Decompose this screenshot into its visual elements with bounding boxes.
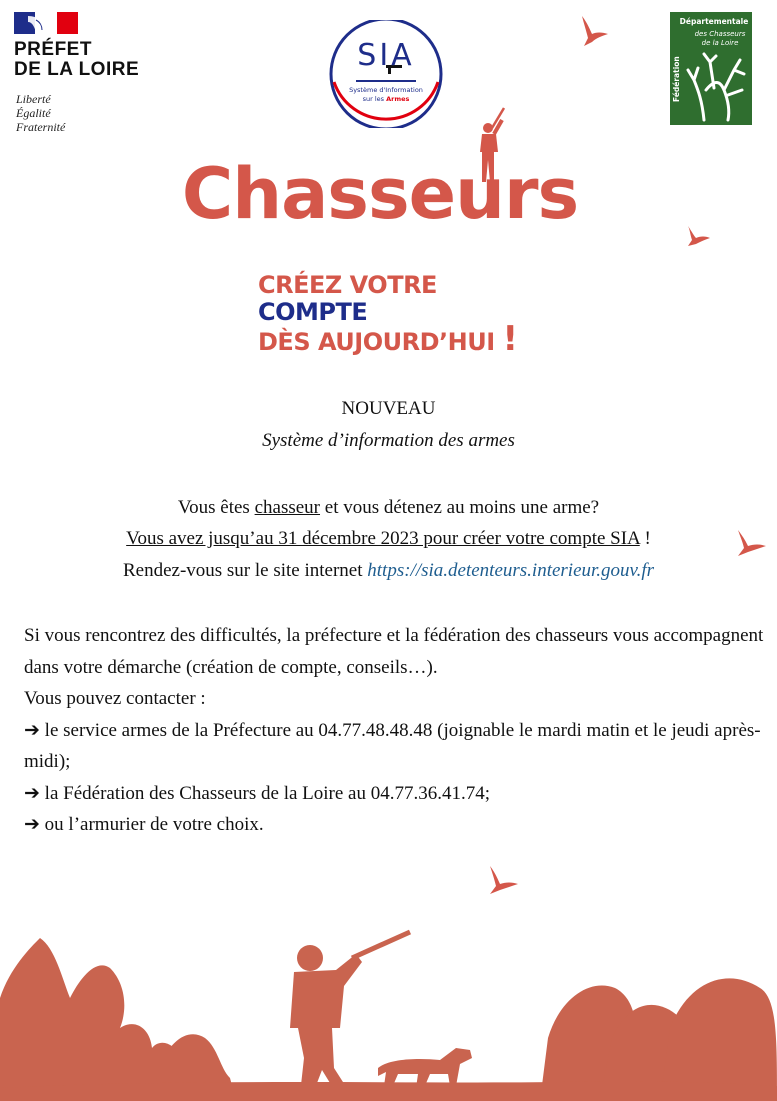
sia-website-link[interactable]: https://sia.detenteurs.interieur.gouv.fr <box>367 560 655 581</box>
federation-logo <box>670 12 752 125</box>
bird-icon <box>578 14 610 48</box>
notice-deadline-text: Vous avez jusqu’au 31 décembre 2023 pour créer votre compte SIA <box>126 528 640 549</box>
headline-title: Chasseurs <box>181 153 579 235</box>
sia-caption-prefix: sur les <box>362 95 387 103</box>
cta-line3 <box>258 319 578 359</box>
notice-question-word: chasseur <box>254 497 321 518</box>
sia-circle-icon <box>326 20 446 128</box>
intro-subtitle: Système d’information des armes <box>262 430 515 451</box>
republic-motto <box>16 92 136 134</box>
sia-logo <box>326 20 446 128</box>
notice-deadline-suffix: ! <box>639 528 651 549</box>
hunting-landscape-illustration <box>0 878 777 1101</box>
nouveau-label: NOUVEAU <box>341 398 436 419</box>
cta-line1: CRÉEZ VOTRE <box>258 271 437 299</box>
help-contact-intro: Vous pouvez contacter : <box>24 688 206 709</box>
sia-caption-line2 <box>326 95 446 103</box>
deer-emblem-icon <box>684 50 748 122</box>
motto-egalite: Égalité <box>16 106 51 120</box>
bird-icon <box>684 224 712 248</box>
help-paragraph: Si vous rencontrez des difficultés, la préfecture et la fédération des chasseurs vous accompagnent dans votre démarche (création de compte, conseils…). <box>24 625 764 678</box>
sia-caption-line1: Système d'Information <box>349 86 423 94</box>
federation-line3: de la Loire <box>701 39 739 47</box>
federation-vertical: Fédération <box>672 56 681 102</box>
sia-acronym: SIA <box>357 38 415 73</box>
sia-caption-emph: Armes <box>386 95 410 103</box>
notice-deadline <box>0 528 777 550</box>
notice-site-prefix: Rendez-vous sur le site internet <box>122 560 368 581</box>
cta-block <box>258 271 578 359</box>
notice-question-suffix: et vous détenez au moins une arme? <box>320 497 600 518</box>
motto-liberte: Liberté <box>16 92 51 106</box>
cta-line2: COMPTE <box>258 298 368 326</box>
federation-line1: Départementale <box>679 17 749 26</box>
motto-fraternite: Fraternité <box>16 120 66 134</box>
notice-site <box>0 560 777 582</box>
prefecture-title-line2: DE LA LOIRE <box>14 59 140 80</box>
help-section <box>24 620 764 841</box>
notice-question-prefix: Vous êtes <box>177 497 255 518</box>
prefecture-title <box>14 40 184 80</box>
federation-line2: des Chasseurs <box>694 30 746 38</box>
republic-flag-logo <box>14 12 78 34</box>
help-item-gunsmith: ➔ ou l’armurier de votre choix. <box>24 814 264 835</box>
help-item-prefecture: ➔ le service armes de la Préfecture au 04.77.48.48.48 (joignable le mardi matin et le jeudi après-midi); <box>24 719 761 772</box>
help-item-federation: ➔ la Fédération des Chasseurs de la Loire au 04.77.36.41.74; <box>24 782 491 804</box>
notice-question <box>0 497 777 519</box>
cta-exclamation: ! <box>502 319 518 359</box>
prefecture-title-line1: PRÉFET <box>14 39 92 60</box>
cta-line3-text: DÈS AUJOURD’HUI <box>258 328 495 356</box>
